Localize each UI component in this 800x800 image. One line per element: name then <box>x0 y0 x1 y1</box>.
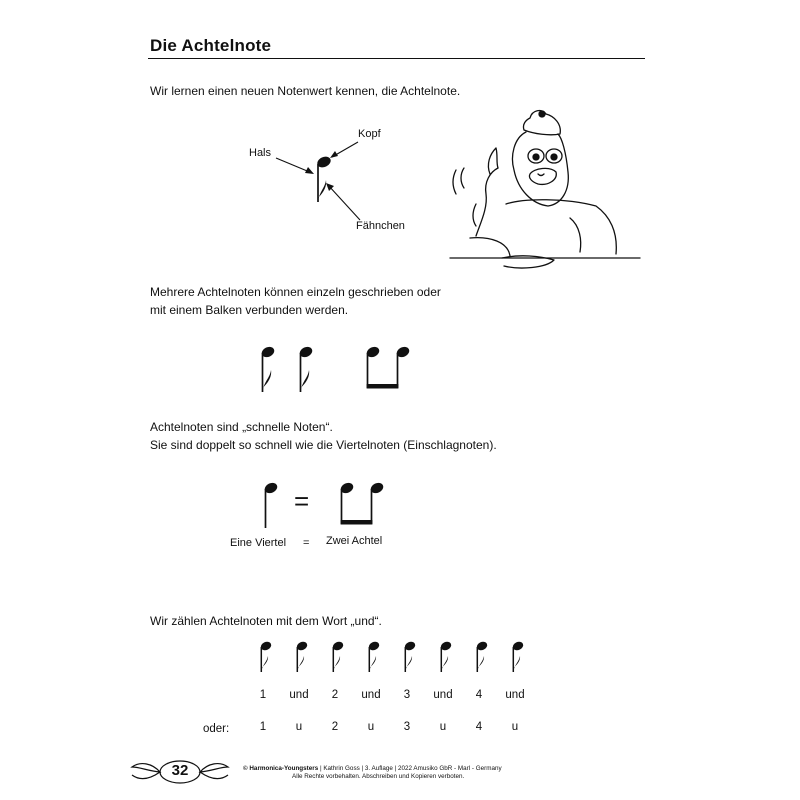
equals-sign: = <box>294 486 310 516</box>
quarter-note <box>258 478 288 538</box>
mascot-snout <box>529 168 556 184</box>
count-row2-item: 4 <box>475 721 483 733</box>
mascot-beret-tip <box>539 111 545 117</box>
count-row1-item: und <box>361 689 381 701</box>
counting-note-4 <box>367 640 380 672</box>
counting-note-8 <box>511 640 524 672</box>
count-row1-item: und <box>289 689 309 701</box>
counting-notes <box>260 640 530 680</box>
count-row2-prefix: oder: <box>203 723 230 735</box>
arrow-to-stem <box>276 158 314 174</box>
title-underline <box>148 58 645 59</box>
label-hals: Hals <box>249 147 272 159</box>
label-faehnchen: Fähnchen <box>356 220 405 232</box>
single-eighth-note-2 <box>298 345 314 392</box>
count-row2-item: 1 <box>259 721 267 733</box>
footer-brand: © Harmonica-Youngsters <box>243 765 319 772</box>
single-eighth-note-1 <box>260 345 276 392</box>
mascot-body <box>506 200 616 254</box>
arrow-to-flag <box>326 183 360 220</box>
mascot-raised-finger <box>488 148 498 174</box>
footer-line1 <box>243 765 502 773</box>
count-row2-item: 3 <box>403 721 411 733</box>
beamed-eighth-notes <box>365 345 411 389</box>
mascot-raised-arm <box>476 168 498 236</box>
count-row2-item: u <box>295 721 303 733</box>
count-row2-item: 2 <box>331 721 339 733</box>
count-row2-item: u <box>367 721 375 733</box>
two-eighth-notes <box>336 478 396 538</box>
mascot-motion-line <box>461 168 464 188</box>
intro-text: Wir lernen einen neuen Notenwert kennen, die Achtelnote. <box>150 84 461 98</box>
label-kopf: Kopf <box>358 128 381 140</box>
count-row1-item: 4 <box>475 689 483 701</box>
footer-credits: | Kathrin Goss | 3. Auflage | 2022 Amusiko GbR - Marl - Germany <box>318 765 502 772</box>
beamed-text-line2: mit einem Balken verbunden werden. <box>150 303 349 317</box>
page-number: 32 <box>171 762 189 779</box>
anatomy-note-flag <box>318 180 326 202</box>
page-title: Die Achtelnote <box>150 36 272 55</box>
counting-note-5 <box>403 640 416 672</box>
counting-note-2 <box>295 640 308 672</box>
label-zwei-achtel: Zwei Achtel <box>326 535 383 547</box>
count-row1-item: 1 <box>259 689 267 701</box>
count-row2-item: u <box>511 721 519 733</box>
count-row1-item: und <box>505 689 525 701</box>
counting-note-1 <box>259 640 272 672</box>
eighth-notes-example <box>255 340 425 400</box>
note-anatomy-diagram <box>240 120 460 240</box>
arrow-to-head <box>330 142 358 158</box>
label-equals: = <box>303 537 310 549</box>
counting-intro: Wir zählen Achtelnoten mit dem Wort „und“. <box>150 614 382 628</box>
count-row1-item: 3 <box>403 689 411 701</box>
count-row2-item: u <box>439 721 447 733</box>
label-eine-viertel: Eine Viertel <box>230 537 287 549</box>
speed-text-line1: Achtelnoten sind „schnelle Noten“. <box>150 420 333 434</box>
footer-rights: Alle Rechte vorbehalten. Abschreiben und Kopieren verboten. <box>292 773 465 780</box>
counting-note-6 <box>439 640 452 672</box>
speed-text-line2: Sie sind doppelt so schnell wie die Viertelnoten (Einschlagnoten). <box>150 438 497 452</box>
counting-note-3 <box>331 640 344 672</box>
mascot-illustration <box>450 108 650 278</box>
counting-note-7 <box>475 640 488 672</box>
count-row1-item: 2 <box>331 689 339 701</box>
beamed-text-line1: Mehrere Achtelnoten können einzeln geschrieben oder <box>150 285 441 299</box>
count-row1-item: und <box>433 689 453 701</box>
